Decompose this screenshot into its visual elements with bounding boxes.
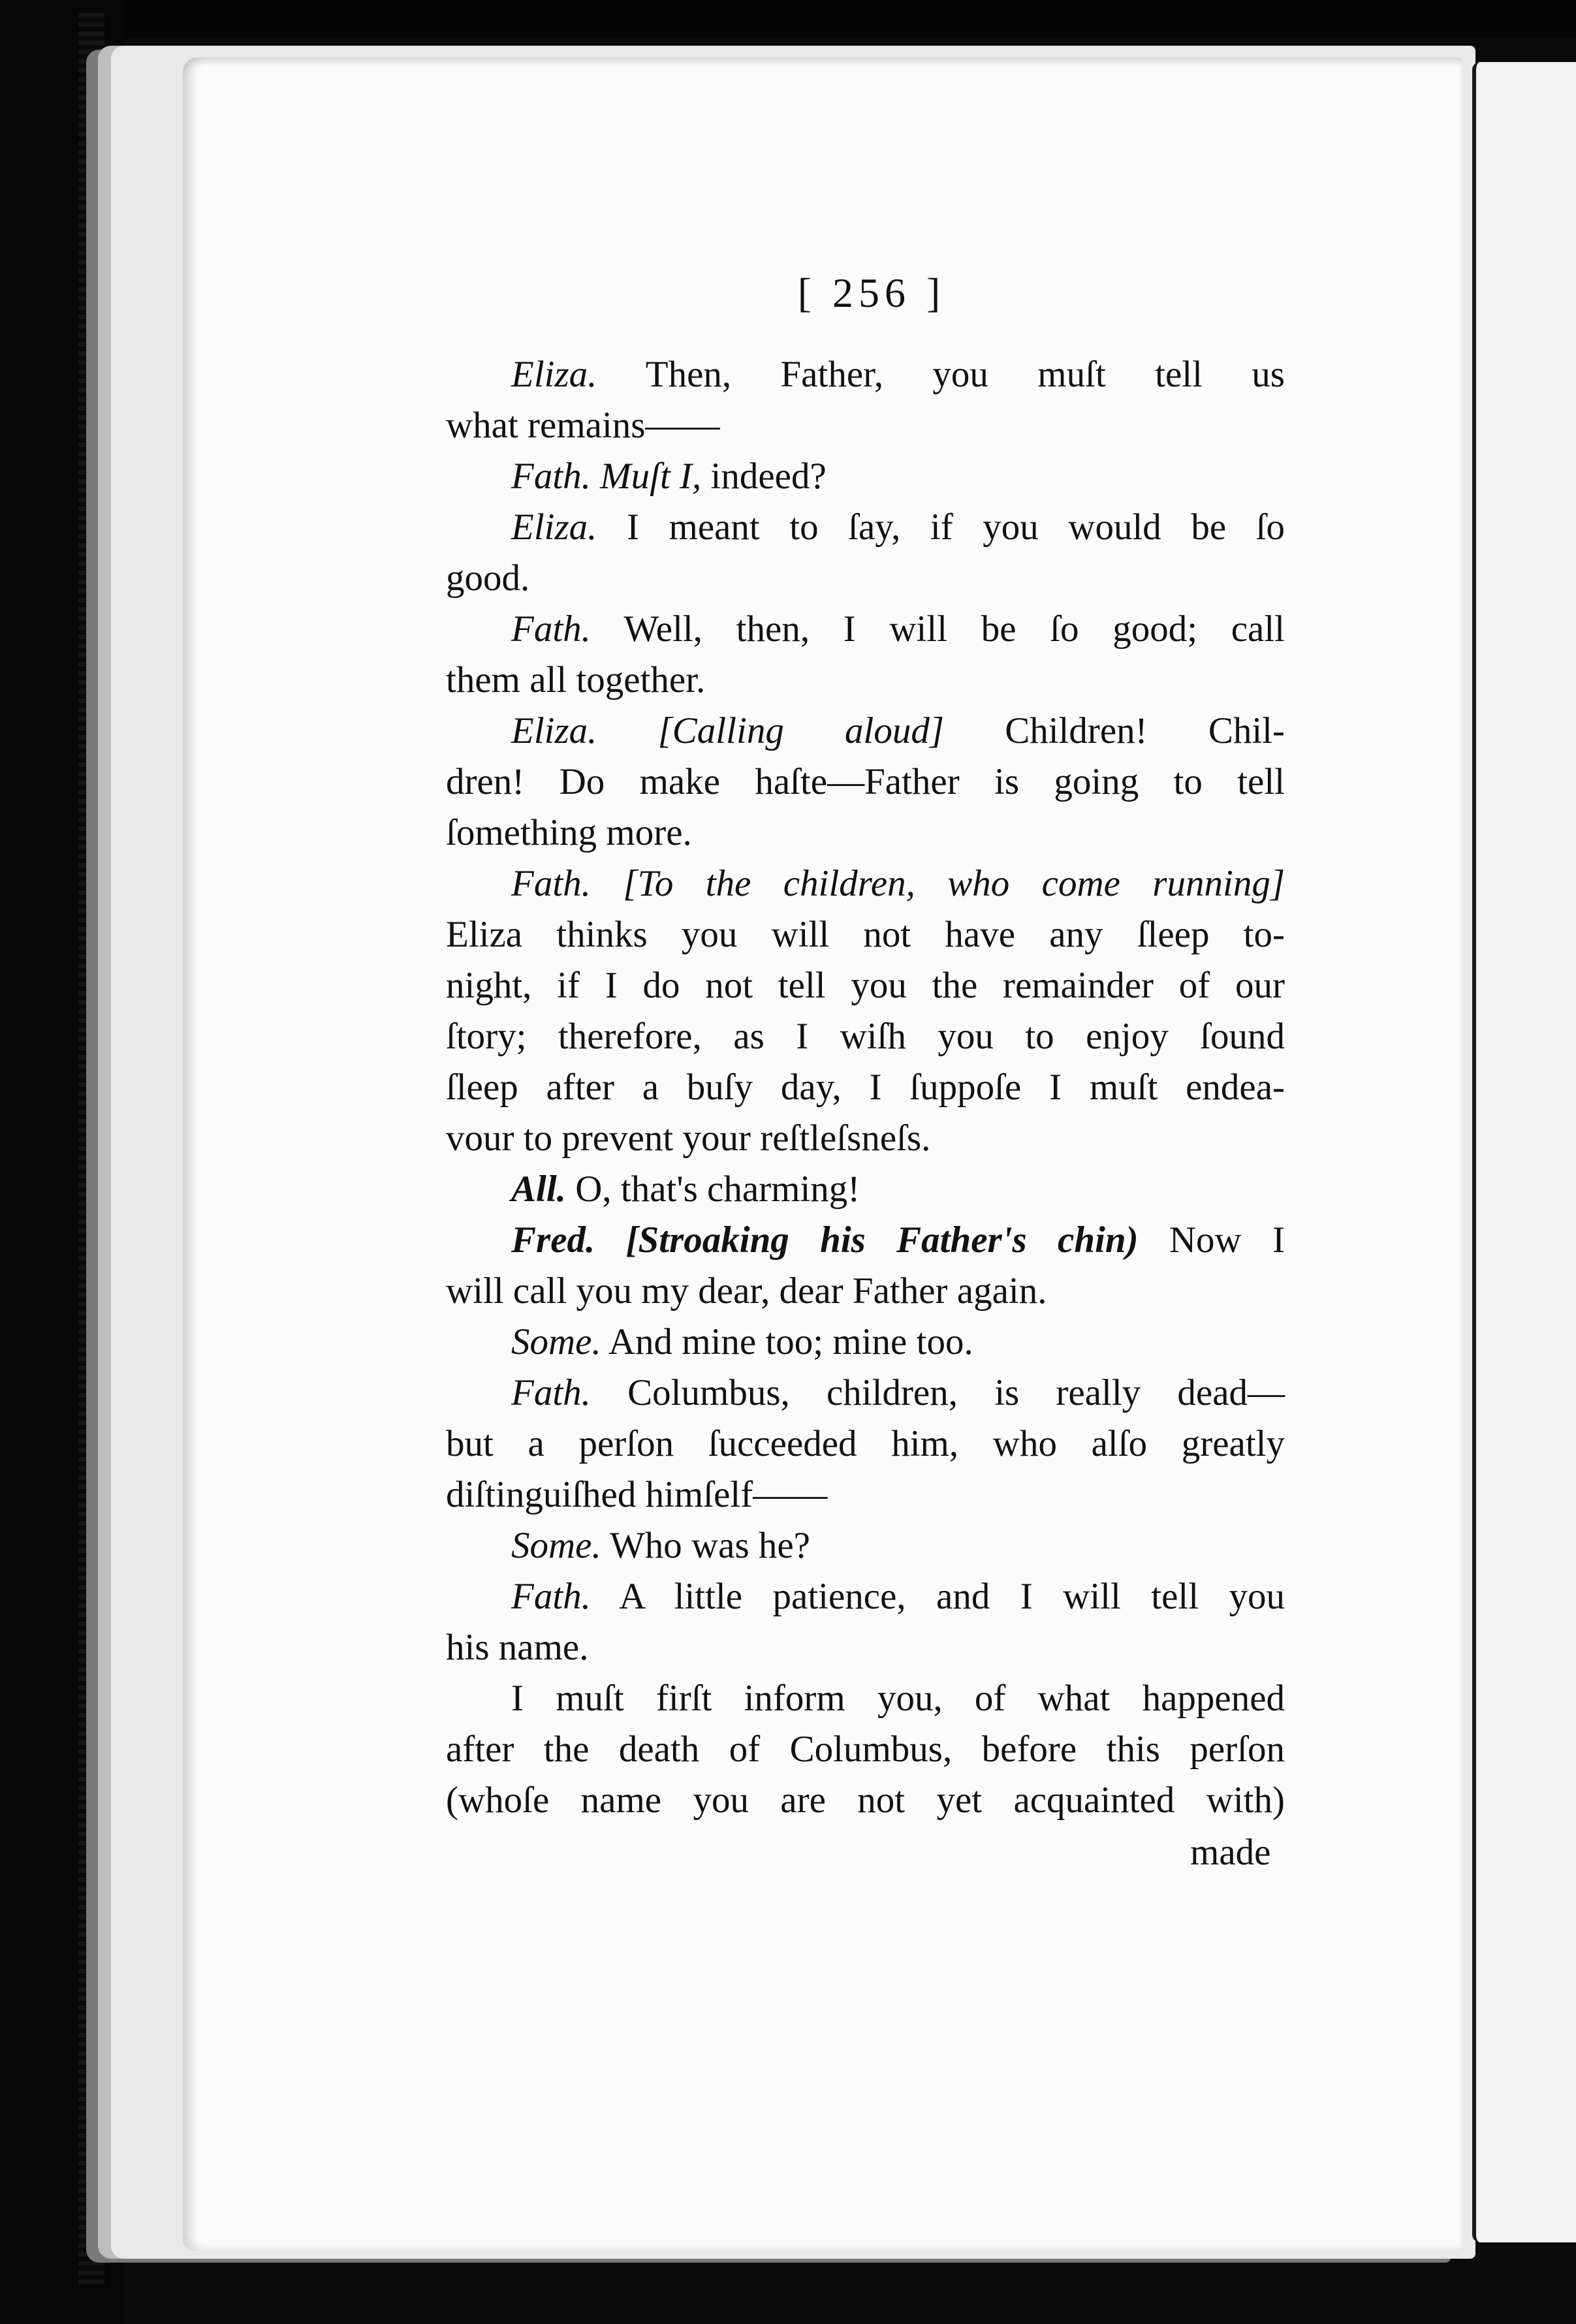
text-line xyxy=(446,1215,1285,1266)
line-text: indeed? xyxy=(701,456,827,497)
text-line xyxy=(446,349,1285,400)
line-text: night, if I do not tell you the remainder of our xyxy=(446,965,1285,1006)
speaker-name: Fath. xyxy=(511,608,591,650)
line-text: Eliza thinks you will not have any ſleep to- xyxy=(446,914,1285,955)
page-number: [ 256 ] xyxy=(797,270,946,316)
line-text: (whoſe name you are not yet acquainted with) xyxy=(446,1780,1285,1821)
text-line xyxy=(446,808,1285,858)
line-text: Well, then, I will be ſo good; call xyxy=(590,608,1285,650)
text-line xyxy=(446,1419,1285,1469)
line-text: ſtory; therefore, as I wiſh you to enjoy ſound xyxy=(446,1016,1285,1057)
line-text: And mine too; mine too. xyxy=(601,1321,973,1362)
text-line xyxy=(446,451,1285,502)
line-text: Who was he? xyxy=(601,1525,810,1566)
line-text: ſleep after a buſy day, I ſuppoſe I muſt endea- xyxy=(446,1067,1285,1108)
line-text: A little patience, and I will tell you xyxy=(590,1576,1285,1617)
line-text: Columbus, children, is really dead— xyxy=(590,1372,1285,1413)
line-text: but a perſon ſucceeded him, who alſo greatly xyxy=(446,1423,1285,1464)
text-line xyxy=(446,1520,1285,1571)
book-binding xyxy=(0,0,124,2324)
line-text: will call you my dear, dear Father again. xyxy=(446,1270,1047,1311)
text-line xyxy=(446,1266,1285,1317)
line-text: I muſt firſt inform you, of what happened xyxy=(511,1678,1285,1719)
text-line xyxy=(446,655,1285,706)
line-text: his name. xyxy=(446,1627,589,1668)
text-line xyxy=(446,1622,1285,1673)
stage-direction: [To the children, who come running] xyxy=(590,863,1285,904)
text-line xyxy=(446,706,1285,757)
line-text: Children! Chil- xyxy=(944,710,1285,751)
text-line xyxy=(446,1469,1285,1520)
line-text: Then, Father, you muſt tell us xyxy=(597,354,1285,395)
speaker-name: All. xyxy=(511,1169,566,1210)
line-text: I meant to ſay, if you would be ſo xyxy=(597,507,1285,548)
line-text: diſtinguiſhed himſelf—— xyxy=(446,1474,828,1515)
text-line xyxy=(446,1775,1285,1826)
speaker-name: Some. xyxy=(511,1321,601,1362)
line-text: vour to prevent your reſtleſsneſs. xyxy=(446,1118,931,1159)
text-line xyxy=(446,1011,1285,1062)
line-text: ſomething more. xyxy=(446,812,692,853)
line-text: Now I xyxy=(1138,1219,1285,1261)
text-line xyxy=(446,1571,1285,1622)
line-text: them all together. xyxy=(446,659,706,700)
page-text xyxy=(446,349,1285,1826)
catchword: made xyxy=(1190,1832,1271,1873)
speaker-name: Eliza. xyxy=(511,710,597,751)
line-text: good. xyxy=(446,557,530,599)
scan-top-edge xyxy=(0,0,1576,39)
stage-direction: [Stroaking his Father's chin) xyxy=(595,1219,1139,1261)
facing-page-edge xyxy=(1472,62,1576,2242)
text-line xyxy=(446,1317,1285,1368)
text-line xyxy=(446,1113,1285,1164)
line-text: O, that's charming! xyxy=(565,1169,860,1210)
line-text: what remains—— xyxy=(446,405,720,446)
text-line xyxy=(446,553,1285,604)
text-line xyxy=(446,1062,1285,1113)
text-line xyxy=(446,1368,1285,1419)
speaker-name: Fath. xyxy=(511,863,591,904)
speaker-name: Eliza. xyxy=(511,507,597,548)
speaker-name: Fath. xyxy=(511,1576,591,1617)
speaker-name: Fath. xyxy=(511,1372,591,1413)
text-line xyxy=(446,502,1285,553)
line-text: after the death of Columbus, before this perſon xyxy=(446,1729,1285,1770)
stage-direction: [Calling aloud] xyxy=(597,710,945,751)
text-line xyxy=(446,858,1285,909)
text-line xyxy=(446,757,1285,808)
text-line xyxy=(446,1673,1285,1724)
speaker-name: Some. xyxy=(511,1525,601,1566)
text-line xyxy=(446,604,1285,655)
speaker-name: Eliza. xyxy=(511,354,597,395)
text-line xyxy=(446,960,1285,1011)
text-line xyxy=(446,400,1285,451)
line-text: dren! Do make haſte—Father is going to tell xyxy=(446,761,1285,802)
text-line xyxy=(446,1724,1285,1775)
italic-text: Muſt I, xyxy=(590,456,702,497)
text-line xyxy=(446,909,1285,960)
speaker-name: Fath. xyxy=(511,456,591,497)
speaker-name: Fred. xyxy=(511,1219,595,1261)
text-line xyxy=(446,1164,1285,1215)
